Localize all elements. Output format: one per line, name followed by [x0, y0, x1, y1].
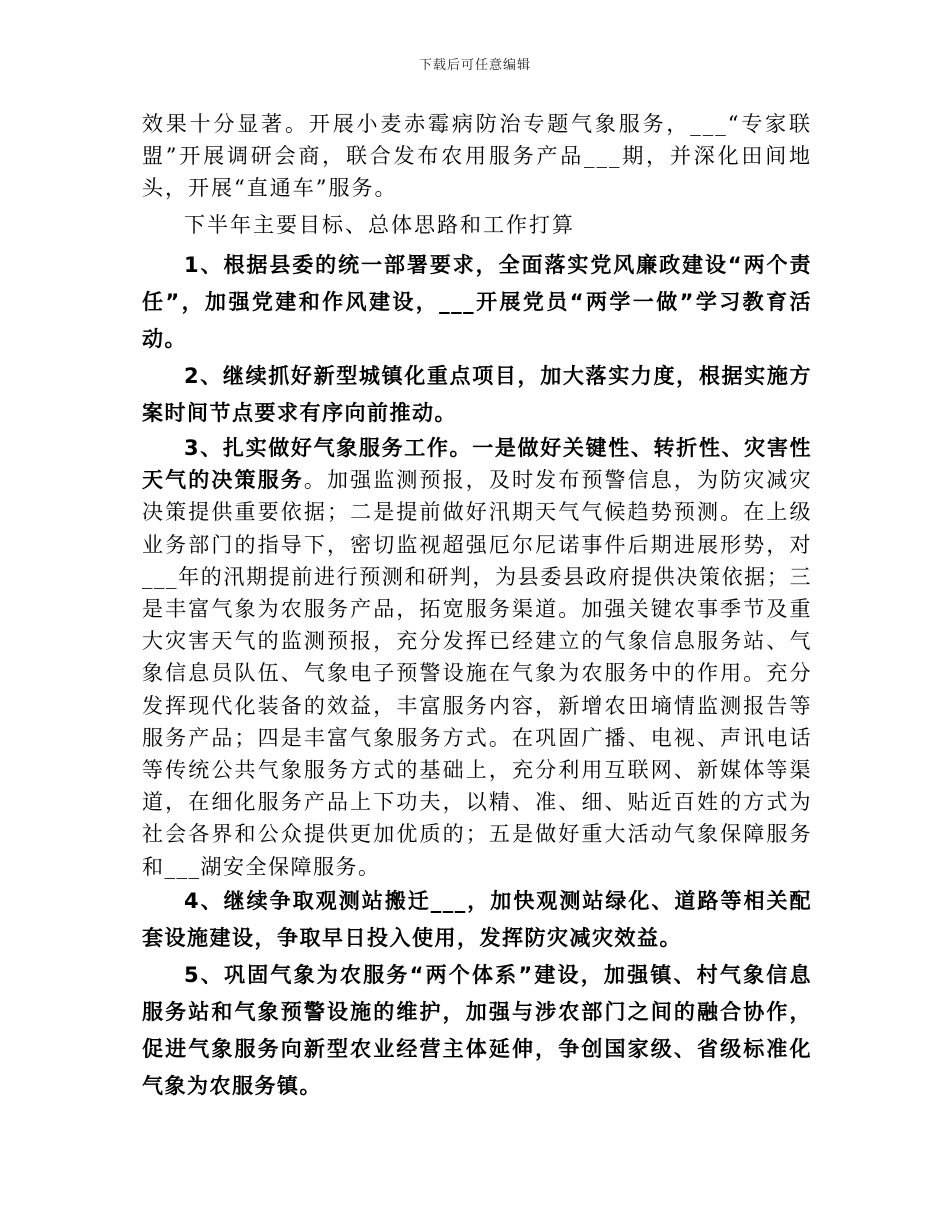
list-item-1: 1、根据县委的统一部署要求，全面落实党风廉政建设“两个责任”，加强党建和作风建设，___开展党员“两学一做”学习教育活动。 — [142, 253, 812, 351]
document-body — [142, 108, 812, 1105]
list-item-3-lead: 3、扎实做好气象服务工作。一是做好关键性、转折性、灾害性天气的决策服务 — [142, 436, 812, 493]
list-item-4: 4、继续争取观测站搬迁___，加快观测站绿化、道路等相关配套设施建设，争取早日投入使用，发挥防灾减灾效益。 — [142, 888, 812, 950]
paragraph-continued: 效果十分显著。开展小麦赤霉病防治专题气象服务，___“专家联盟”开展调研会商，联合发布农用服务产品___期，并深化田间地头，开展“直通车”服务。 — [142, 112, 812, 200]
list-item-3-body: 。加强监测预报，及时发布预警信息，为防灾减灾决策提供重要依据；二是提前做好汛期天气气候趋势预测。在上级业务部门的指导下，密切监视超强厄尔尼诺事件后期进展形势，对___年的汛期提前进行预测和研判，为县委县政府提供决策依据；三是丰富气象为农服务产品，拓宽服务渠道。加强关键农事季节及重大灾害天气的监测预报，充分发挥已经建立的气象信息服务站、气象信息员队伍、气象电子预警设施在气象为农服务中的作用。充分发挥现代化装备的效益，丰富服务内容，新增农田墒情监测报告等服务产品；四是丰富气象服务方式。在巩固广播、电视、声讯电话等传统公共气象服务方式的基础上，充分利用互联网、新媒体等渠道，在细化服务产品上下功夫，以精、准、细、贴近百姓的方式为社会各界和公众提供更加优质的；五是做好重大活动气象保障服务和___湖安全保障服务。 — [142, 468, 812, 879]
list-item-3 — [142, 432, 812, 883]
section-heading: 下半年主要目标、总体思路和工作打算 — [184, 213, 575, 237]
page-header-note: 下载后可任意编辑 — [418, 58, 531, 73]
list-item-5: 5、巩固气象为农服务“两个体系”建设，加强镇、村气象信息服务站和气象预警设施的维护，加强与涉农部门之间的融合协作，促进气象服务向新型农业经营主体延伸，争创国家级、省级标准化气象为农服务镇。 — [142, 962, 812, 1098]
list-item-2: 2、继续抓好新型城镇化重点项目，加大落实力度，根据实施方案时间节点要求有序向前推动。 — [142, 364, 812, 425]
